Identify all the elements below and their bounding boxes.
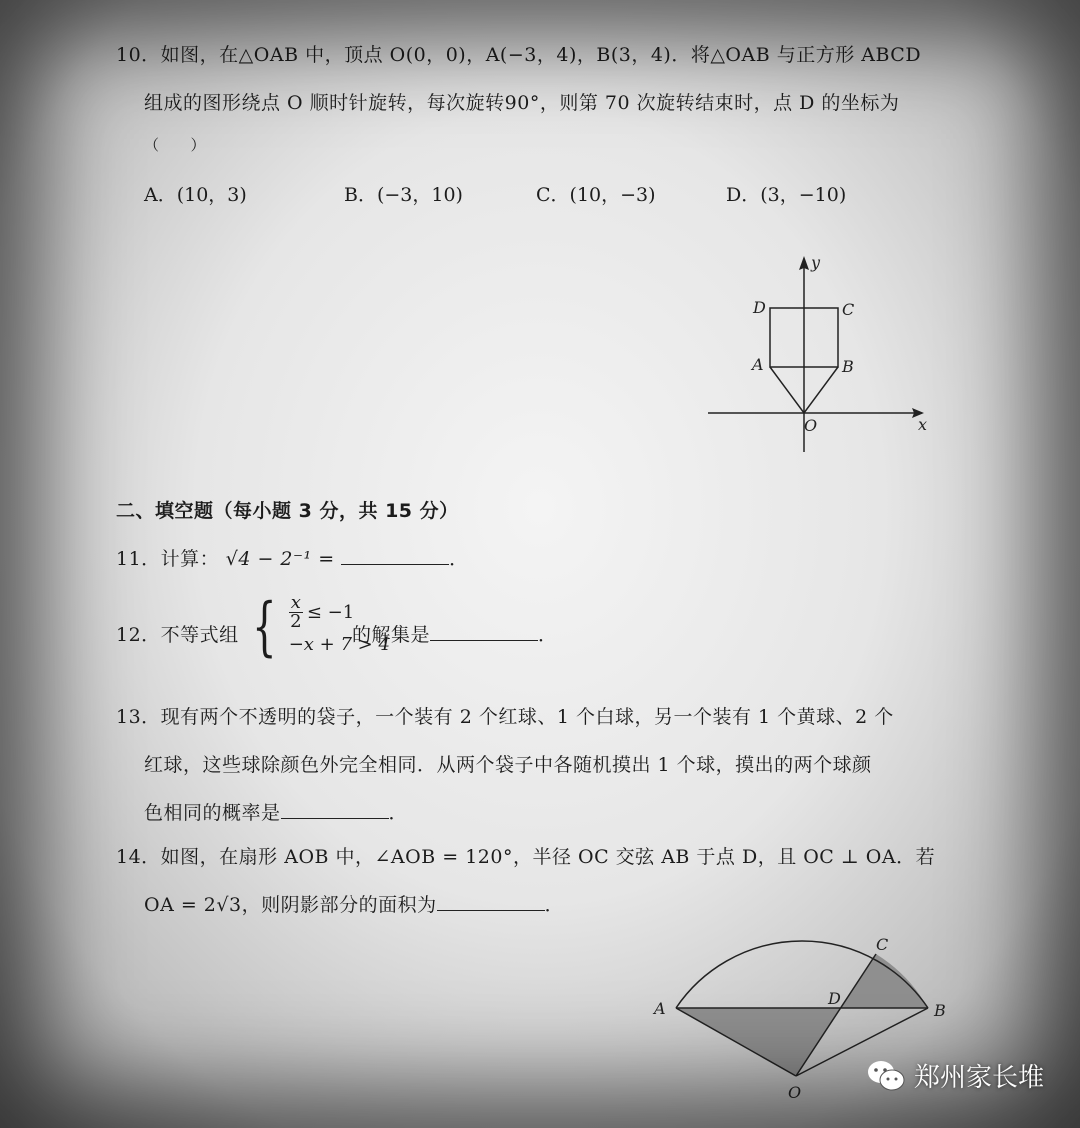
q14-line2-wrap xyxy=(144,890,564,917)
q11-expr: √4 − 2⁻¹ = xyxy=(225,548,335,570)
y-axis-arrow-icon xyxy=(799,256,809,270)
q10-paren: （ ） xyxy=(144,136,207,154)
label-c: C xyxy=(876,935,889,954)
q11-prefix: 11．计算： xyxy=(116,548,220,570)
q12-fraction xyxy=(289,594,303,631)
q14-answer-blank[interactable] xyxy=(437,892,545,911)
wechat-icon xyxy=(866,1059,906,1093)
label-d: D xyxy=(753,298,766,317)
label-a: A xyxy=(654,999,666,1018)
q12-suffix: 的解集是 xyxy=(352,624,431,646)
q13-line3-wrap xyxy=(144,798,408,825)
shaded-region-dcb xyxy=(840,954,928,1008)
q10-line2: 组成的图形绕点 O 顺时针旋转，每次旋转90°，则第 70 次旋转结束时，点 D 的坐标为 xyxy=(144,92,900,114)
q11 xyxy=(116,544,469,571)
label-b: B xyxy=(934,1001,946,1020)
q12-answer-blank[interactable] xyxy=(430,622,538,641)
q13-line2: 红球，这些球除颜色外完全相同．从两个袋子中各随机摸出 1 个球，摸出的两个球颜 xyxy=(144,754,872,776)
q11-answer-blank[interactable] xyxy=(341,546,449,565)
label-o: O xyxy=(788,1083,802,1102)
watermark xyxy=(866,1057,1044,1094)
q13-answer-blank[interactable] xyxy=(281,800,389,819)
brace-icon: { xyxy=(252,589,277,664)
q12-prefix: 12．不等式组 xyxy=(116,624,239,646)
q12-numerator: x xyxy=(290,592,301,613)
q14-line1: 14．如图，在扇形 AOB 中，∠AOB = 120°，半径 OC 交弦 AB 于点 D，且 OC ⊥ OA．若 xyxy=(116,846,936,868)
q11-end: ． xyxy=(449,548,469,570)
q12-denominator: 2 xyxy=(290,611,302,632)
q10-option-a[interactable]: A．(10，3) xyxy=(144,184,247,206)
q14-line2: OA = 2√3，则阴影部分的面积为 xyxy=(144,894,437,916)
q10-option-d[interactable]: D．(3，−10) xyxy=(726,184,847,206)
watermark-text: 郑州家长堆 xyxy=(913,1063,1044,1093)
label-x: x xyxy=(918,415,928,434)
q10-option-c[interactable]: C．(10，−3) xyxy=(536,184,656,206)
q10-option-b[interactable]: B．(−3，10) xyxy=(344,184,463,206)
label-o: O xyxy=(804,416,818,435)
label-b: B xyxy=(842,357,854,376)
q12-eq1-rest: ≤ −1 xyxy=(306,601,355,623)
q12-end: ． xyxy=(538,624,558,646)
section2-heading: 二、填空题（每小题 3 分，共 15 分） xyxy=(116,500,459,522)
q13-end: ． xyxy=(388,802,409,824)
q12-suffix-wrap xyxy=(352,620,558,647)
label-d: D xyxy=(828,989,841,1008)
q10-line1: 10．如图，在△OAB 中，顶点 O(0，0)，A(−3，4)，B(3，4)．将△OAB 与正方形 ABCD xyxy=(116,44,922,66)
q13-line3: 色相同的概率是 xyxy=(144,802,281,824)
label-a: A xyxy=(752,355,764,374)
label-y: y xyxy=(811,253,821,272)
q10-figure xyxy=(700,250,940,460)
q14-end: ． xyxy=(544,894,565,916)
q13-line1: 13．现有两个不透明的袋子，一个装有 2 个红球、1 个白球，另一个装有 1 个黄球、2 个 xyxy=(116,706,894,728)
q12-eq2: −x + 7 > 4 xyxy=(288,634,390,655)
label-c: C xyxy=(842,300,855,319)
